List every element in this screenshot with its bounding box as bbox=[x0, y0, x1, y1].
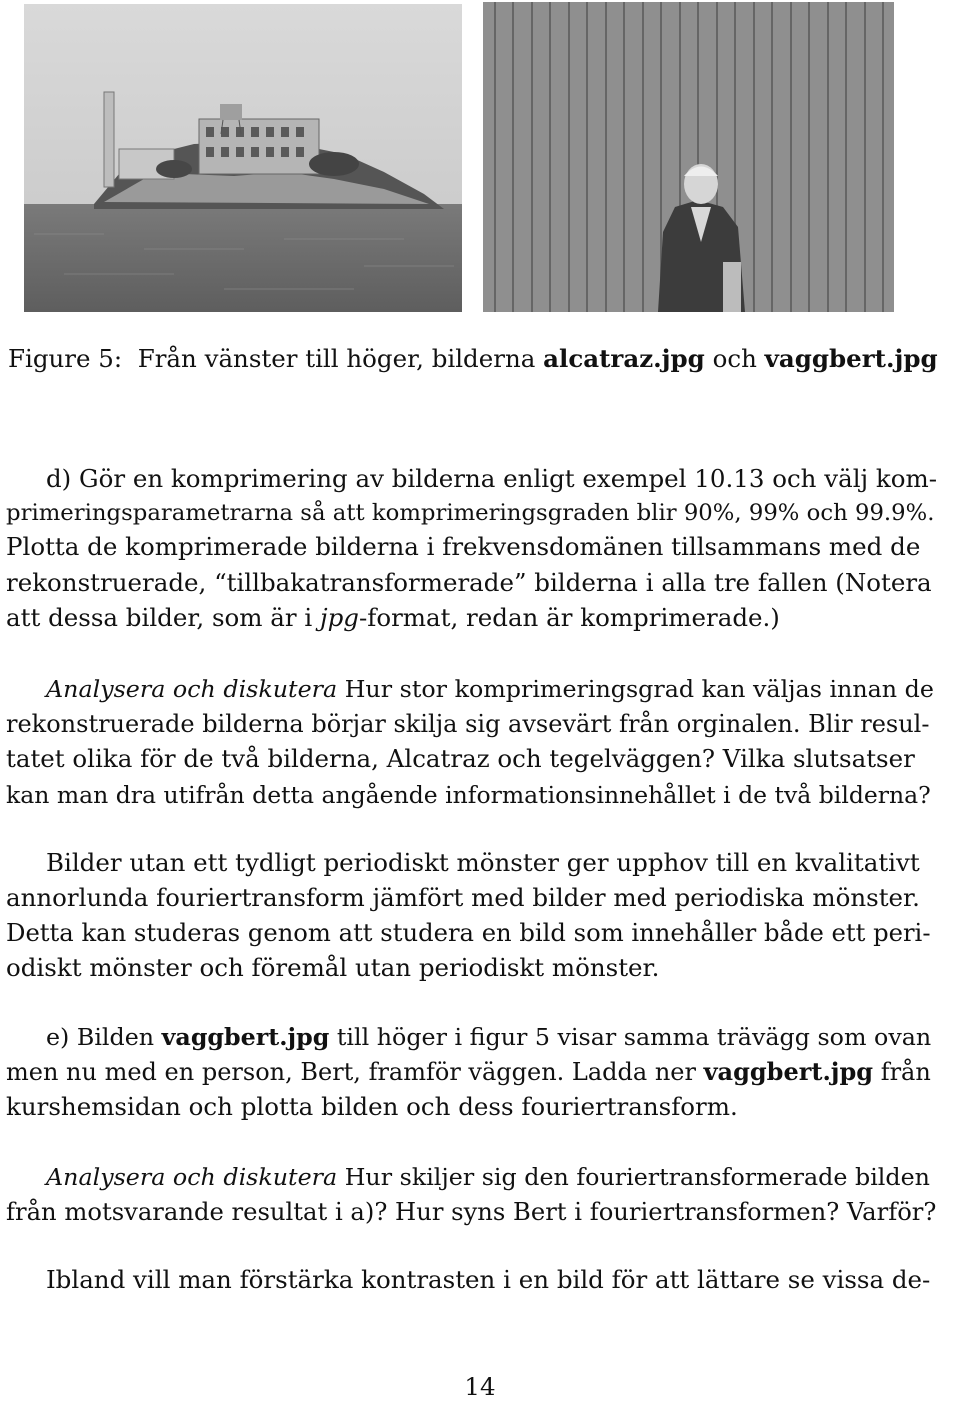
task-e-line-1 bbox=[46, 1022, 938, 1052]
task-d-line-5-b: -format, redan är komprimerade.) bbox=[358, 603, 780, 632]
analysis-1-line-3: tatet olika för de två bilderna, Alcatraz och tegelväggen? Vilka slutsatser bbox=[6, 744, 915, 773]
analysis-1-line-1-rest: Hur stor komprimeringsgrad kan väljas innan de bbox=[337, 675, 934, 703]
task-e-line-2-c: från bbox=[873, 1058, 931, 1086]
last-paragraph-line-1: Ibland vill man förstärka kontrasten i en bild för att lättare se vissa de- bbox=[46, 1265, 931, 1294]
task-d-line-4: rekonstruerade, “tillbakatransformerade” bilderna i alla tre fallen (Notera bbox=[6, 568, 932, 597]
caption-prefix: Figure 5: bbox=[8, 344, 123, 373]
task-e-line-1-a: e) Bilden bbox=[46, 1023, 162, 1051]
analysis-2-line-1 bbox=[46, 1162, 938, 1192]
periodic-line-1: Bilder utan ett tydligt periodiskt mönster ger upphov till en kvalitativt bbox=[46, 848, 920, 877]
task-e-file-2: vaggbert.jpg bbox=[703, 1057, 874, 1086]
task-d-line-3: Plotta de komprimerade bilderna i frekvensdomänen tillsammans med de bbox=[6, 532, 921, 561]
task-d-line-5 bbox=[6, 603, 938, 633]
caption-file-vaggbert: vaggbert.jpg bbox=[764, 344, 938, 373]
analysis-2-line-2: från motsvarande resultat i a)? Hur syns Bert i fouriertransformen? Varför? bbox=[6, 1197, 937, 1226]
task-e-line-2-a: men nu med en person, Bert, framför väggen. Ladda ner bbox=[6, 1058, 704, 1086]
vaggbert-photo bbox=[483, 2, 894, 312]
analysis-1-line-2: rekonstruerade bilderna börjar skilja sig avsevärt från orginalen. Blir resul- bbox=[6, 710, 930, 738]
task-d-jpg-italic: jpg bbox=[320, 603, 359, 632]
caption-file-alcatraz: alcatraz.jpg bbox=[543, 344, 705, 373]
alcatraz-photo bbox=[24, 4, 462, 312]
caption-text: Från vänster till höger, bilderna bbox=[137, 344, 536, 373]
wood-wall-person-illustration bbox=[483, 2, 894, 312]
task-e-line-3: kurshemsidan och plotta bilden och dess fouriertransform. bbox=[6, 1092, 738, 1121]
analysis-1-label: Analysera och diskutera bbox=[46, 675, 338, 703]
task-e-line-2 bbox=[6, 1057, 938, 1087]
figure-caption bbox=[8, 344, 938, 374]
caption-and: och bbox=[712, 344, 757, 373]
analysis-2-label: Analysera och diskutera bbox=[46, 1163, 338, 1191]
task-d-line-5-a: att dessa bilder, som är i bbox=[6, 603, 321, 632]
periodic-line-4: odiskt mönster och föremål utan periodiskt mönster. bbox=[6, 953, 660, 982]
analysis-1-line-4: kan man dra utifrån detta angående informationsinnehållet i de två bilderna? bbox=[6, 781, 931, 809]
task-d-line-2: primeringsparametrarna så att komprimeringsgraden blir 90%, 99% och 99.9%. bbox=[6, 500, 935, 526]
task-e-line-1-c: till höger i figur 5 visar samma trävägg som ovan bbox=[329, 1023, 932, 1051]
page-number: 14 bbox=[464, 1372, 496, 1401]
periodic-line-2: annorlunda fouriertransform jämfört med bilder med periodiska mönster. bbox=[6, 883, 920, 912]
analysis-2-line-1-rest: Hur skiljer sig den fouriertransformerade bilden bbox=[337, 1163, 930, 1191]
analysis-1-line-1 bbox=[46, 674, 938, 704]
task-d-line-1: d) Gör en komprimering av bilderna enligt exempel 10.13 och välj kom- bbox=[46, 464, 938, 493]
alcatraz-illustration bbox=[24, 4, 462, 312]
periodic-line-3: Detta kan studeras genom att studera en bild som innehåller både ett peri- bbox=[6, 918, 931, 947]
task-e-file-1: vaggbert.jpg bbox=[161, 1023, 330, 1051]
